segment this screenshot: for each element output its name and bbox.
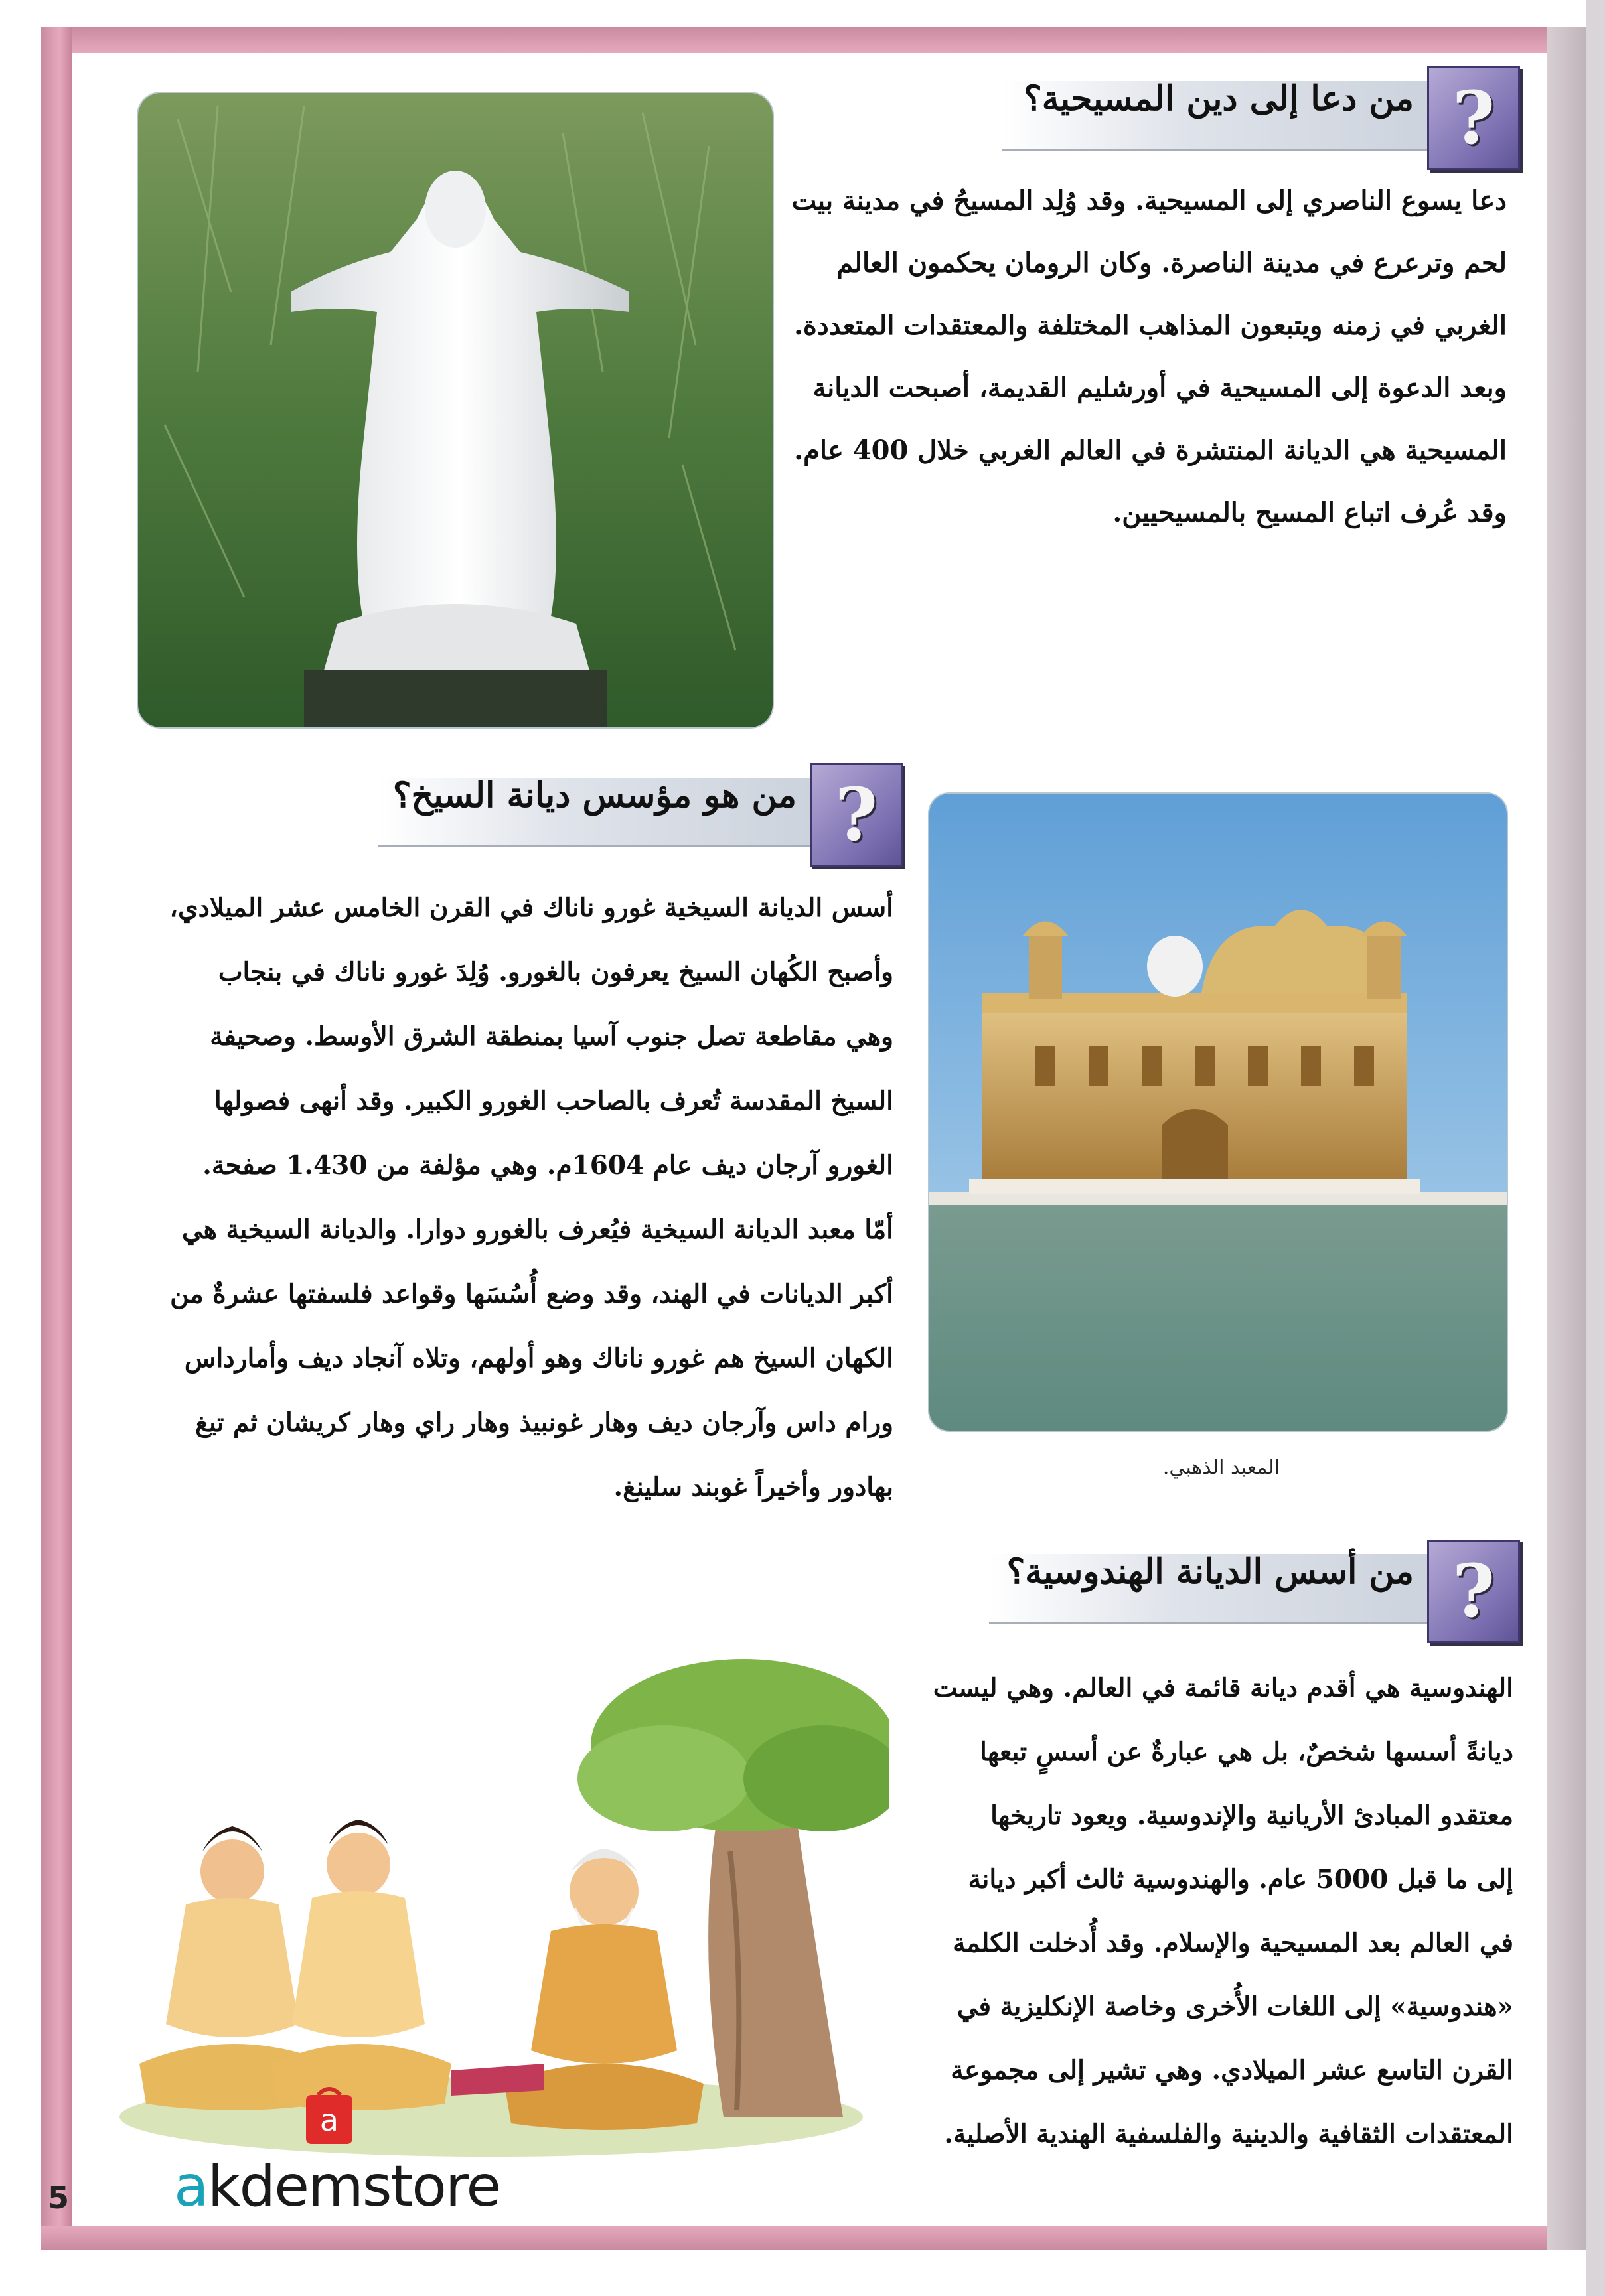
page-frame-left xyxy=(41,27,72,2243)
text-line: القرن التاسع عشر الميلادي. وهي تشير إلى مجموعة xyxy=(951,2055,1513,2086)
text-line: دعا يسوع الناصري إلى المسيحية. وقد وُلِد المسيحُ في مدينة بيت xyxy=(791,185,1507,216)
question-mark-icon: ? xyxy=(1427,1540,1520,1643)
text-line: في العالم بعد المسيحية والإسلام. وقد أُدخلت الكلمة xyxy=(953,1928,1513,1958)
sages-illustration xyxy=(80,1652,889,2157)
text-line: معتقدو المبادئ الأريانية والإندوسية. ويعود تاريخها xyxy=(990,1800,1513,1831)
section-sikhism-title: من هو مؤسس ديانة السيخ؟ xyxy=(392,775,797,816)
text-line: الكهان السيخ هم غورو ناناك وهو أولهم، وتلاه آنجاد ديف وأمارداس xyxy=(184,1343,893,1374)
akdemstore-watermark xyxy=(174,2102,526,2220)
text-line: السيخ المقدسة تُعرف بالصاحب الغورو الكبير. وقد أنهى فصولها xyxy=(214,1086,893,1116)
section-hinduism-body xyxy=(896,1656,1513,2166)
text-line: بهادور وأخيراً غوبند سلينغ. xyxy=(613,1472,893,1502)
text-line: أسس الديانة السيخية غورو ناناك في القرن الخامس عشر الميلادي، xyxy=(169,893,893,923)
text-line: المعتقدات الثقافية والدينية والفلسفية الهندية الأصلية. xyxy=(944,2119,1513,2149)
text-line: أكبر الديانات في الهند، وقد وضع أُسُسَها وقواعد فلسفتها عشرةٌ من xyxy=(170,1279,893,1309)
text-line: إلى ما قبل 5000 عام. والهندوسية ثالث أكبر ديانة xyxy=(968,1864,1513,1895)
text-line: ديانةً أسسها شخصٌ، بل هي عبارةٌ عن أسسٍ تبعها xyxy=(979,1737,1513,1767)
text-line: وقد عُرف اتباع المسيح بالمسيحيين. xyxy=(1112,497,1507,528)
page-number: 5 xyxy=(48,2180,70,2216)
text-line: وبعد الدعوة إلى المسيحية في أورشليم القديمة، أصبحت الديانة xyxy=(812,372,1507,403)
question-mark-icon: ? xyxy=(1427,66,1520,170)
text-line: «هندوسية» إلى اللغات الأُخرى وخاصة الإنكليزية في xyxy=(956,1991,1513,2022)
page-frame-bottom xyxy=(41,2226,1568,2250)
section-christianity-header xyxy=(976,66,1520,166)
text-line: لحم وترعرع في مدينة الناصرة. وكان الرومان يحكمون العالم xyxy=(836,248,1507,279)
book-badge-icon xyxy=(303,2083,355,2147)
page-frame-top xyxy=(41,27,1568,53)
text-line: الغورو آرجان ديف عام 1604م. وهي مؤلفة من 1.430 صفحة. xyxy=(202,1150,893,1181)
section-hinduism-header xyxy=(962,1540,1520,1639)
watermark-text: akdemstore xyxy=(174,2153,500,2220)
section-hinduism-title: من أسس الديانة الهندوسية؟ xyxy=(1006,1551,1414,1592)
text-line: وهي مقاطعة تصل جنوب آسيا بمنطقة الشرق الأوسط. وصحيفة xyxy=(210,1021,893,1052)
section-christianity-body xyxy=(783,170,1507,544)
golden-temple-photo xyxy=(929,794,1507,1431)
section-sikhism-header xyxy=(358,763,903,863)
text-line: الغربي في زمنه ويتبعون المذاهب المختلفة والمعتقدات المتعددة. xyxy=(793,310,1507,341)
text-line: المسيحية هي الديانة المنتشرة في العالم الغربي خلال 400 عام. xyxy=(794,435,1507,466)
page-frame-right xyxy=(1547,27,1586,2250)
golden-temple-caption: المعبد الذهبي. xyxy=(1162,1456,1280,1479)
text-line: وأصبح الكُهان السيخ يعرفون بالغورو. وُلِدَ غورو ناناك في بنجاب xyxy=(218,957,893,987)
question-mark-icon: ? xyxy=(810,763,903,867)
statue-photo xyxy=(138,93,773,727)
text-line: ورام داس وآرجان ديف وهار غونبيذ وهار راي وهار كريشان ثم تيغ xyxy=(195,1407,893,1438)
text-line: الهندوسية هي أقدم ديانة قائمة في العالم. وهي ليست xyxy=(933,1673,1513,1703)
text-line: أمّا معبد الديانة السيخية فيُعرف بالغورو دوارا. والديانة السيخية هي xyxy=(181,1214,893,1245)
section-christianity-title: من دعا إلى دين المسيحية؟ xyxy=(1024,78,1414,119)
section-sikhism-body xyxy=(130,876,893,1520)
svg-text:a: a xyxy=(319,2102,339,2138)
